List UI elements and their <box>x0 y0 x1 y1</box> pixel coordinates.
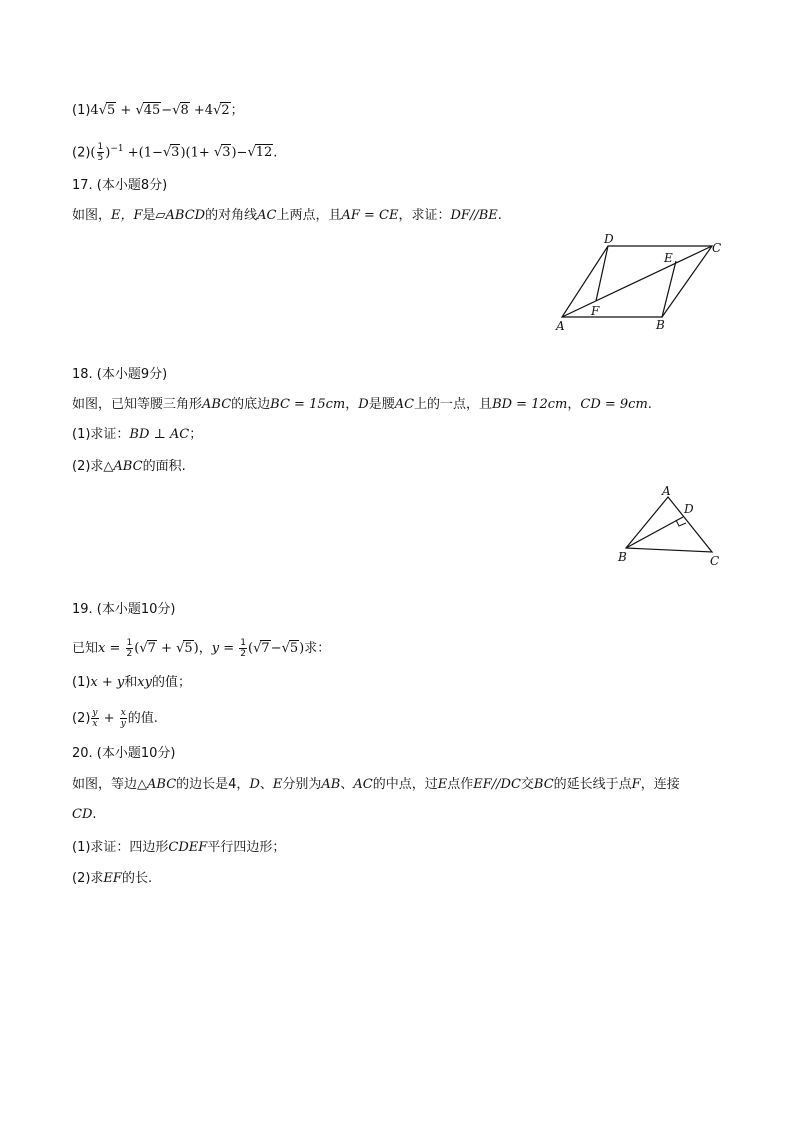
text: 已知 <box>72 641 99 656</box>
q20-header: 20. (本小题10分) <box>72 746 176 761</box>
q20-part2 <box>72 870 152 888</box>
sqrt-7: √7 <box>139 641 156 656</box>
text: ； <box>189 427 203 442</box>
text: 和 <box>124 675 138 690</box>
exponent: −1 <box>110 144 124 154</box>
q18-part2 <box>72 458 186 476</box>
label-a: A <box>662 484 671 498</box>
sqrt-7: √7 <box>253 641 270 656</box>
right-angle-mark <box>676 520 686 526</box>
equals: = <box>105 641 125 656</box>
text: 的对角线 <box>205 208 258 223</box>
q16-part1-label: (1) <box>72 103 91 118</box>
points-e-f: E，F <box>111 208 143 223</box>
point-f: F <box>631 777 641 792</box>
label-d: D <box>684 502 694 516</box>
triangle-name: ABC <box>147 777 177 792</box>
label-b: B <box>656 318 665 332</box>
var-x: x <box>98 641 106 656</box>
var-y: y <box>211 641 220 656</box>
text: 上的一点，且 <box>414 397 493 412</box>
text: 如图， <box>72 208 112 223</box>
perpendicular-claim: BD ⊥ AC <box>129 427 190 442</box>
sqrt-8: √8 <box>172 103 189 118</box>
expr-segment: +(1− <box>123 145 163 161</box>
sqrt-5: √5 <box>98 103 116 118</box>
segment-cd: CD <box>72 807 93 822</box>
paren-close: ) <box>105 145 111 161</box>
text: ，求证： <box>398 208 451 223</box>
text: 是腰 <box>368 397 395 412</box>
label-d: D <box>604 232 614 246</box>
q16-part1-coef: 4 <box>90 103 99 118</box>
q20-part1 <box>72 839 285 857</box>
triangle-symbol: △ <box>103 459 114 474</box>
q16-part2-label: (2) <box>72 145 91 161</box>
part-label: (1)求证：四边形 <box>72 840 169 855</box>
equals: = <box>219 641 239 656</box>
text: 的中点，过 <box>372 777 438 792</box>
fraction-one-half: $\frac{1}{2}$ <box>126 638 133 659</box>
paren-open: ( <box>90 145 96 161</box>
triangle-name: ABC <box>202 397 232 412</box>
triangle-name: ABC <box>113 459 143 474</box>
parallelogram-name: ABCD <box>165 208 206 223</box>
q17-statement <box>72 207 502 225</box>
q18-part1 <box>72 426 202 444</box>
conclusion: DF//BE <box>450 208 498 223</box>
sqrt-2: √2 <box>213 103 230 118</box>
paren-close: ) <box>299 641 305 656</box>
text: 分别为 <box>282 777 322 792</box>
q18-header: 18. (本小题9分) <box>72 367 168 382</box>
minus-sign: − <box>161 103 173 118</box>
sqrt-12: √12 <box>247 145 273 161</box>
text: ， <box>567 397 581 412</box>
plus-four: +4 <box>189 103 214 118</box>
sqrt-3: √3 <box>162 145 180 161</box>
segment-bc: BC <box>533 777 554 792</box>
text: 的值； <box>151 675 191 690</box>
q20-statement-line1 <box>72 776 680 794</box>
sqrt-45: √45 <box>135 103 161 118</box>
text: 如图，已知等腰三角形 <box>72 397 203 412</box>
label-a: A <box>556 319 565 333</box>
q18-triangle-figure <box>612 484 728 570</box>
sqrt-5: √5 <box>281 641 299 656</box>
paren-open: ( <box>248 641 254 656</box>
text: . <box>647 397 652 412</box>
label-f: F <box>591 304 600 318</box>
q18-statement <box>72 396 652 414</box>
segment-be <box>662 261 676 317</box>
length-cd: CD = 9cm <box>580 397 648 412</box>
point-d: D <box>249 777 260 792</box>
text: 、 <box>340 777 354 792</box>
text: . <box>92 807 97 822</box>
fraction-y-over-x: $\frac{y}{x}$ <box>92 708 98 729</box>
part-label: (1)求证： <box>72 427 130 442</box>
text: 的底边 <box>231 397 271 412</box>
expr-segment: )− <box>231 145 248 161</box>
text: 的延长线于点 <box>553 777 632 792</box>
label-b: B <box>618 550 627 564</box>
q19-statement <box>72 638 330 659</box>
segment-ab: AB <box>321 777 341 792</box>
q20-statement-line2 <box>72 806 97 824</box>
paren-close: ) <box>193 641 199 656</box>
condition: AF = CE <box>341 208 399 223</box>
plus-sign: + <box>99 711 119 726</box>
triangle-symbol: △ <box>137 777 148 792</box>
expr-xy: xy <box>137 675 152 690</box>
length-bd: BD = 12cm <box>492 397 568 412</box>
text: 平行四边形； <box>207 840 286 855</box>
semicolon: ； <box>230 103 244 118</box>
text: 点作 <box>447 777 474 792</box>
fraction-x-over-y: $\frac{x}{y}$ <box>120 708 126 729</box>
separator: ， <box>198 641 212 656</box>
q19-part1 <box>72 674 191 692</box>
sqrt-3: √3 <box>213 145 231 161</box>
plus-sign: + <box>116 103 136 118</box>
q16-part1 <box>72 102 244 120</box>
text: 的值. <box>127 711 158 726</box>
quadrilateral-name: CDEF <box>168 840 208 855</box>
point-e: E <box>272 777 283 792</box>
part-label: (2)求 <box>72 871 104 886</box>
text: 的面积. <box>142 459 186 474</box>
text: 的边长是4， <box>176 777 250 792</box>
text: 是▱ <box>142 208 166 223</box>
label-e: E <box>664 251 673 265</box>
parallel-claim: EF//DC <box>473 777 521 792</box>
point-d: D <box>358 397 369 412</box>
fraction-one-half: $\frac{1}{2}$ <box>240 638 247 659</box>
part-label: (2)求 <box>72 459 104 474</box>
q17-header: 17. (本小题8分) <box>72 178 168 193</box>
text: ， <box>345 397 359 412</box>
text: 的长. <box>121 871 153 886</box>
paren-open: ( <box>134 641 140 656</box>
label-c: C <box>710 554 720 568</box>
text: 上两点，且 <box>276 208 342 223</box>
segment-ac: AC <box>353 777 373 792</box>
text: 如图，等边 <box>72 777 138 792</box>
segment-ef: EF <box>103 871 122 886</box>
q19-header: 19. (本小题10分) <box>72 602 176 617</box>
expr-x-plus-y: x + y <box>90 675 125 690</box>
fraction-one-fifth: $\frac{1}{5}$ <box>97 142 104 164</box>
q17-parallelogram-figure <box>550 232 730 334</box>
segment-ac: AC <box>257 208 277 223</box>
label-c: C <box>712 241 722 255</box>
text: 交 <box>520 777 534 792</box>
text: 求： <box>304 641 331 656</box>
expr-segment: )(1+ <box>180 145 214 161</box>
sqrt-5: √5 <box>176 641 193 656</box>
length-bc: BC = 15cm <box>270 397 346 412</box>
point-e: E <box>437 777 448 792</box>
plus-sign: + <box>156 641 177 656</box>
period: . <box>273 145 278 161</box>
text: 、 <box>259 777 273 792</box>
q16-part2 <box>72 140 277 163</box>
text: . <box>497 208 502 223</box>
part-label: (1) <box>72 675 91 690</box>
segment-bd <box>626 517 683 548</box>
text: ，连接 <box>640 777 680 792</box>
q19-part2 <box>72 708 158 729</box>
segment-ac: AC <box>394 397 415 412</box>
part-label: (2) <box>72 711 91 726</box>
minus-sign: − <box>270 641 282 656</box>
